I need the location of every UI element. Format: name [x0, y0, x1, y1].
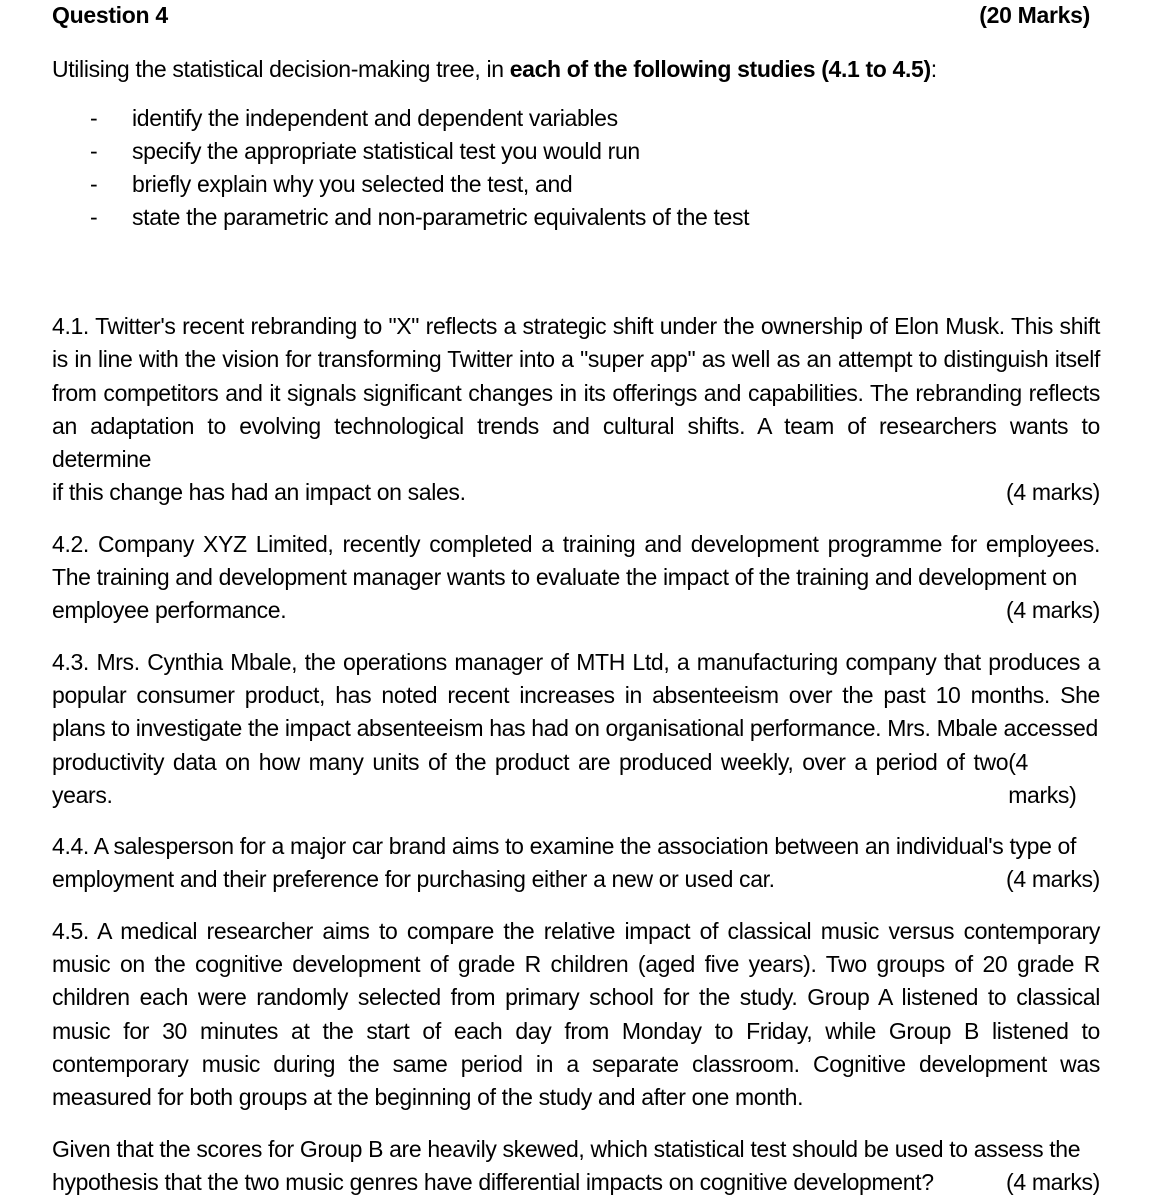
question-body: 4.2. Company XYZ Limited, recently completed a training and development programme for employees. The training and development manager wants to evaluate the impact of the training and development on: [52, 530, 1100, 591]
question-4-5-follow-up: [52, 1133, 1100, 1166]
question-4-5-follow-up-last-line: [52, 1166, 1100, 1199]
question-header: [52, 2, 1100, 36]
question-last-line: if this change has had an impact on sales.: [52, 479, 466, 506]
task-item-text: state the parametric and non-parametric equivalents of the test: [132, 204, 750, 230]
task-item: [52, 168, 1100, 201]
task-item-text: specify the appropriate statistical test you would run: [132, 138, 640, 164]
question-4-4-last-line: [52, 863, 1100, 896]
question-title: Question 4: [52, 2, 168, 28]
task-list: [52, 102, 1100, 234]
question-body: 4.3. Mrs. Cynthia Mbale, the operations manager of MTH Ltd, a manufacturing company that produces a popular consumer product, has noted recent increases in absenteeism over the past 10 months. She plans to investigate the impact absenteeism has had on organisational performance. Mrs. Mbale accessed: [52, 648, 1100, 742]
question-body: 4.1. Twitter's recent rebranding to "X" reflects a strategic shift under the ownership of Elon Musk. This shift is in line with the vision for transforming Twitter into a "super app" as well as an attempt to distinguish itself from competitors and it signals significant changes in its offerings and capabilities. The rebranding reflects an adaptation to evolving technological trends and cultural shifts. A team of researchers wants to determine: [52, 313, 1100, 473]
question-last-line: employment and their preference for purchasing either a new or used car.: [52, 866, 775, 893]
question-body: 4.5. A medical researcher aims to compare the relative impact of classical music versus contemporary music on the cognitive development of grade R children (aged five years). Two groups of 20 grade R children each were randomly selected from primary school for the study. Group A listened to classical music for 30 minutes at the start of each day from Monday to Friday, while Group B listened to contemporary music during the same period in a separate classroom. Cognitive development was measured for both groups at the beginning of the study and after one month.: [52, 917, 1100, 1111]
instructions-text-end: :: [930, 56, 937, 82]
instructions-text-bold: each of the following studies (4.1 to 4.5): [509, 56, 931, 82]
bullet-dash: -: [90, 138, 98, 164]
instructions-text-start: Utilising the statistical decision-making tree, in: [52, 56, 510, 82]
bullet-dash: -: [90, 204, 98, 230]
bullet-dash: -: [90, 105, 98, 131]
question-last-line: employee performance.: [52, 597, 287, 624]
question-4-2: [52, 528, 1100, 595]
question-last-line: productivity data on how many units of the product are produced weekly, over a period of two years.: [52, 748, 1009, 808]
question-marks: (4 marks): [1006, 866, 1100, 893]
question-marks: (4 marks): [1008, 748, 1077, 808]
question-body: Given that the scores for Group B are heavily skewed, which statistical test should be used to assess the: [52, 1135, 1081, 1162]
question-body: 4.4. A salesperson for a major car brand aims to examine the association between an individual's type of: [52, 833, 1077, 860]
question-4-3-last-line: [52, 746, 1100, 813]
question-4-1-last-line: [52, 476, 1100, 509]
task-item: [52, 135, 1100, 168]
instructions: [52, 53, 1100, 86]
task-item: [52, 201, 1100, 234]
total-marks: (20 Marks): [979, 2, 1090, 28]
question-marks: (4 marks): [1006, 597, 1100, 624]
question-4-2-last-line: [52, 594, 1100, 627]
question-4-5: [52, 915, 1100, 1115]
question-marks: (4 marks): [1006, 1168, 1100, 1195]
bullet-dash: -: [90, 171, 98, 197]
question-page: [52, 0, 1100, 1199]
question-4-3: [52, 646, 1100, 746]
question-last-line: hypothesis that the two music genres have differential impacts on cognitive development?: [52, 1168, 934, 1195]
task-item: [52, 102, 1100, 135]
question-4-1: [52, 310, 1100, 476]
task-item-text: identify the independent and dependent variables: [132, 105, 618, 131]
task-item-text: briefly explain why you selected the test, and: [132, 171, 573, 197]
question-marks: (4 marks): [1006, 479, 1100, 506]
question-4-4: [52, 830, 1100, 863]
